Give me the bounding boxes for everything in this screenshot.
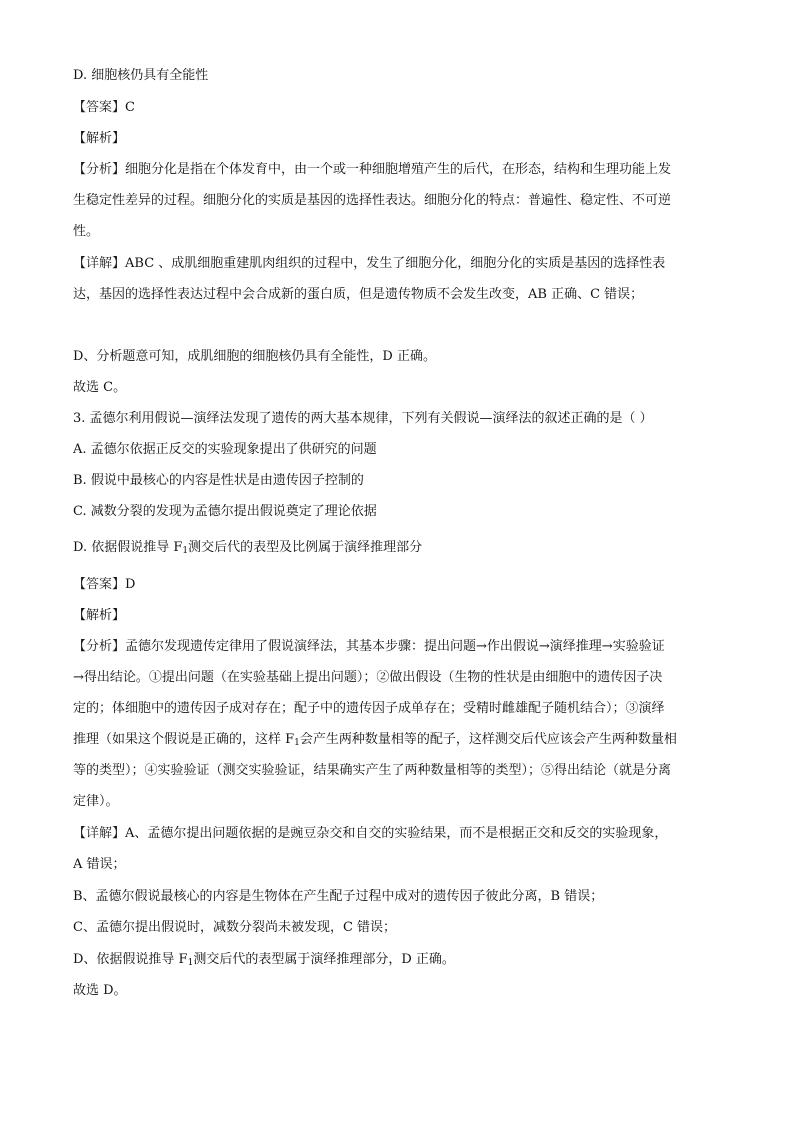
xiangjie-tag: 【详解】 <box>73 826 126 841</box>
q2-analysis-tag: 【解析】 <box>73 131 126 146</box>
q2-xiangjie-line-2: 达，基因的选择性表达过程中会合成新的蛋白质，但是遗传物质不会发生改变，AB 正确、C 错误； <box>73 287 644 302</box>
q2-fenxi-line-3: 性。 <box>73 224 100 239</box>
answer-tag: 【答案】 <box>73 577 126 592</box>
q3-xiangjie-line-2: A 错误； <box>73 857 126 872</box>
q3-option-d <box>73 540 723 559</box>
answer-value: D <box>125 577 136 592</box>
option-d-post: 测交后代的表型及比例属于演绎推理部分 <box>188 540 423 555</box>
q3-analysis-tag: 【解析】 <box>73 608 126 623</box>
option-d-pre: D. 依据假说推导 F <box>73 540 183 555</box>
q3-option-a: A. 孟德尔依据正反交的实验现象提出了供研究的问题 <box>73 442 377 457</box>
q3-fenxi-line-1 <box>73 639 723 655</box>
q3-xiangjie-line-5 <box>73 952 723 971</box>
q3-stem: 3. 孟德尔利用假说—演绎法发现了遗传的两大基本规律，下列有关假说—演绎法的叙述正确的是（ ） <box>73 411 653 426</box>
xiangjie-tag: 【详解】 <box>73 256 126 271</box>
q2-answer <box>73 100 723 116</box>
q2-fenxi-line-2: 生稳定性差异的过程。细胞分化的实质是基因的选择性表达。细胞分化的特点：普遍性、稳定性、不可逆 <box>73 193 672 208</box>
xiangjie-text: ABC 、成肌细胞重建肌肉组织的过程中，发生了细胞分化，细胞分化的实质是基因的选择性表 <box>125 256 666 271</box>
fenxi-4-post: 会产生两种数量相等的配子，这样测交后代应该会产生两种数量相 <box>299 732 677 747</box>
q3-xiangjie-line-1 <box>73 826 723 842</box>
q3-fenxi-line-3: 定的；体细胞中的遗传因子成对存在；配子中的遗传因子成单存在；受精时雌雄配子随机结合）；③演绎 <box>73 701 665 716</box>
fenxi-text: 细胞分化是指在个体发育中，由一个或一种细胞增殖产生的后代，在形态，结构和生理功能上发 <box>125 162 672 177</box>
fenxi-4-pre: 推理（如果这个假说是正确的，这样 F <box>73 732 295 747</box>
q3-answer <box>73 577 723 593</box>
q2-xiangjie-line-3: D、分析题意可知，成肌细胞的细胞核仍具有全能性，D 正确。 <box>73 349 436 364</box>
fenxi-tag: 【分析】 <box>73 639 126 654</box>
subscript: 1 <box>187 958 194 968</box>
q2-conclusion: 故选 C。 <box>73 380 127 395</box>
q3-option-b: B. 假说中最核心的内容是性状是由遗传因子控制的 <box>73 473 364 488</box>
answer-tag: 【答案】 <box>73 100 126 115</box>
q2-xiangjie-line-1 <box>73 256 723 272</box>
q3-xiangjie-line-4: C、孟德尔提出假说时，减数分裂尚未被发现，C 错误； <box>73 920 397 935</box>
fenxi-tag: 【分析】 <box>73 162 126 177</box>
q2-fenxi-line-1 <box>73 162 723 178</box>
xiangjie-5-pre: D、依据假说推导 F <box>73 952 188 967</box>
xiangjie-5-post: 测交后代的表型属于演绎推理部分，D 正确。 <box>193 952 455 967</box>
q3-conclusion: 故选 D。 <box>73 983 127 998</box>
q3-option-c: C. 减数分裂的发现为孟德尔提出假说奠定了理论依据 <box>73 504 377 519</box>
q3-fenxi-line-4 <box>73 732 723 751</box>
q3-fenxi-line-5: 等的类型）；④实验验证（测交实验验证，结果确实产生了两种数量相等的类型）；⑤得出结论（就是分离 <box>73 763 672 778</box>
xiangjie-text: A、孟德尔提出问题依据的是豌豆杂交和自交的实验结果，而不是根据正交和反交的实验现象， <box>125 826 668 841</box>
fenxi-text: 孟德尔发现遗传定律用了假说演绎法，其基本步骤：提出问题→作出假说→演绎推理→实验验证 <box>125 639 665 654</box>
q3-fenxi-line-2: →得出结论。①提出问题（在实验基础上提出问题）；②做出假设（生物的性状是由细胞中的遗传因子决 <box>73 670 663 685</box>
q3-xiangjie-line-3: B、孟德尔假说最核心的内容是生物体在产生配子过程中成对的遗传因子彼此分离，B 错误； <box>73 889 604 904</box>
answer-value: C <box>125 100 135 115</box>
subscript: 1 <box>294 738 300 748</box>
q3-fenxi-line-6: 定律）。 <box>73 794 119 809</box>
q2-option-d: D. 细胞核仍具有全能性 <box>73 68 209 83</box>
subscript: 1 <box>182 546 189 556</box>
